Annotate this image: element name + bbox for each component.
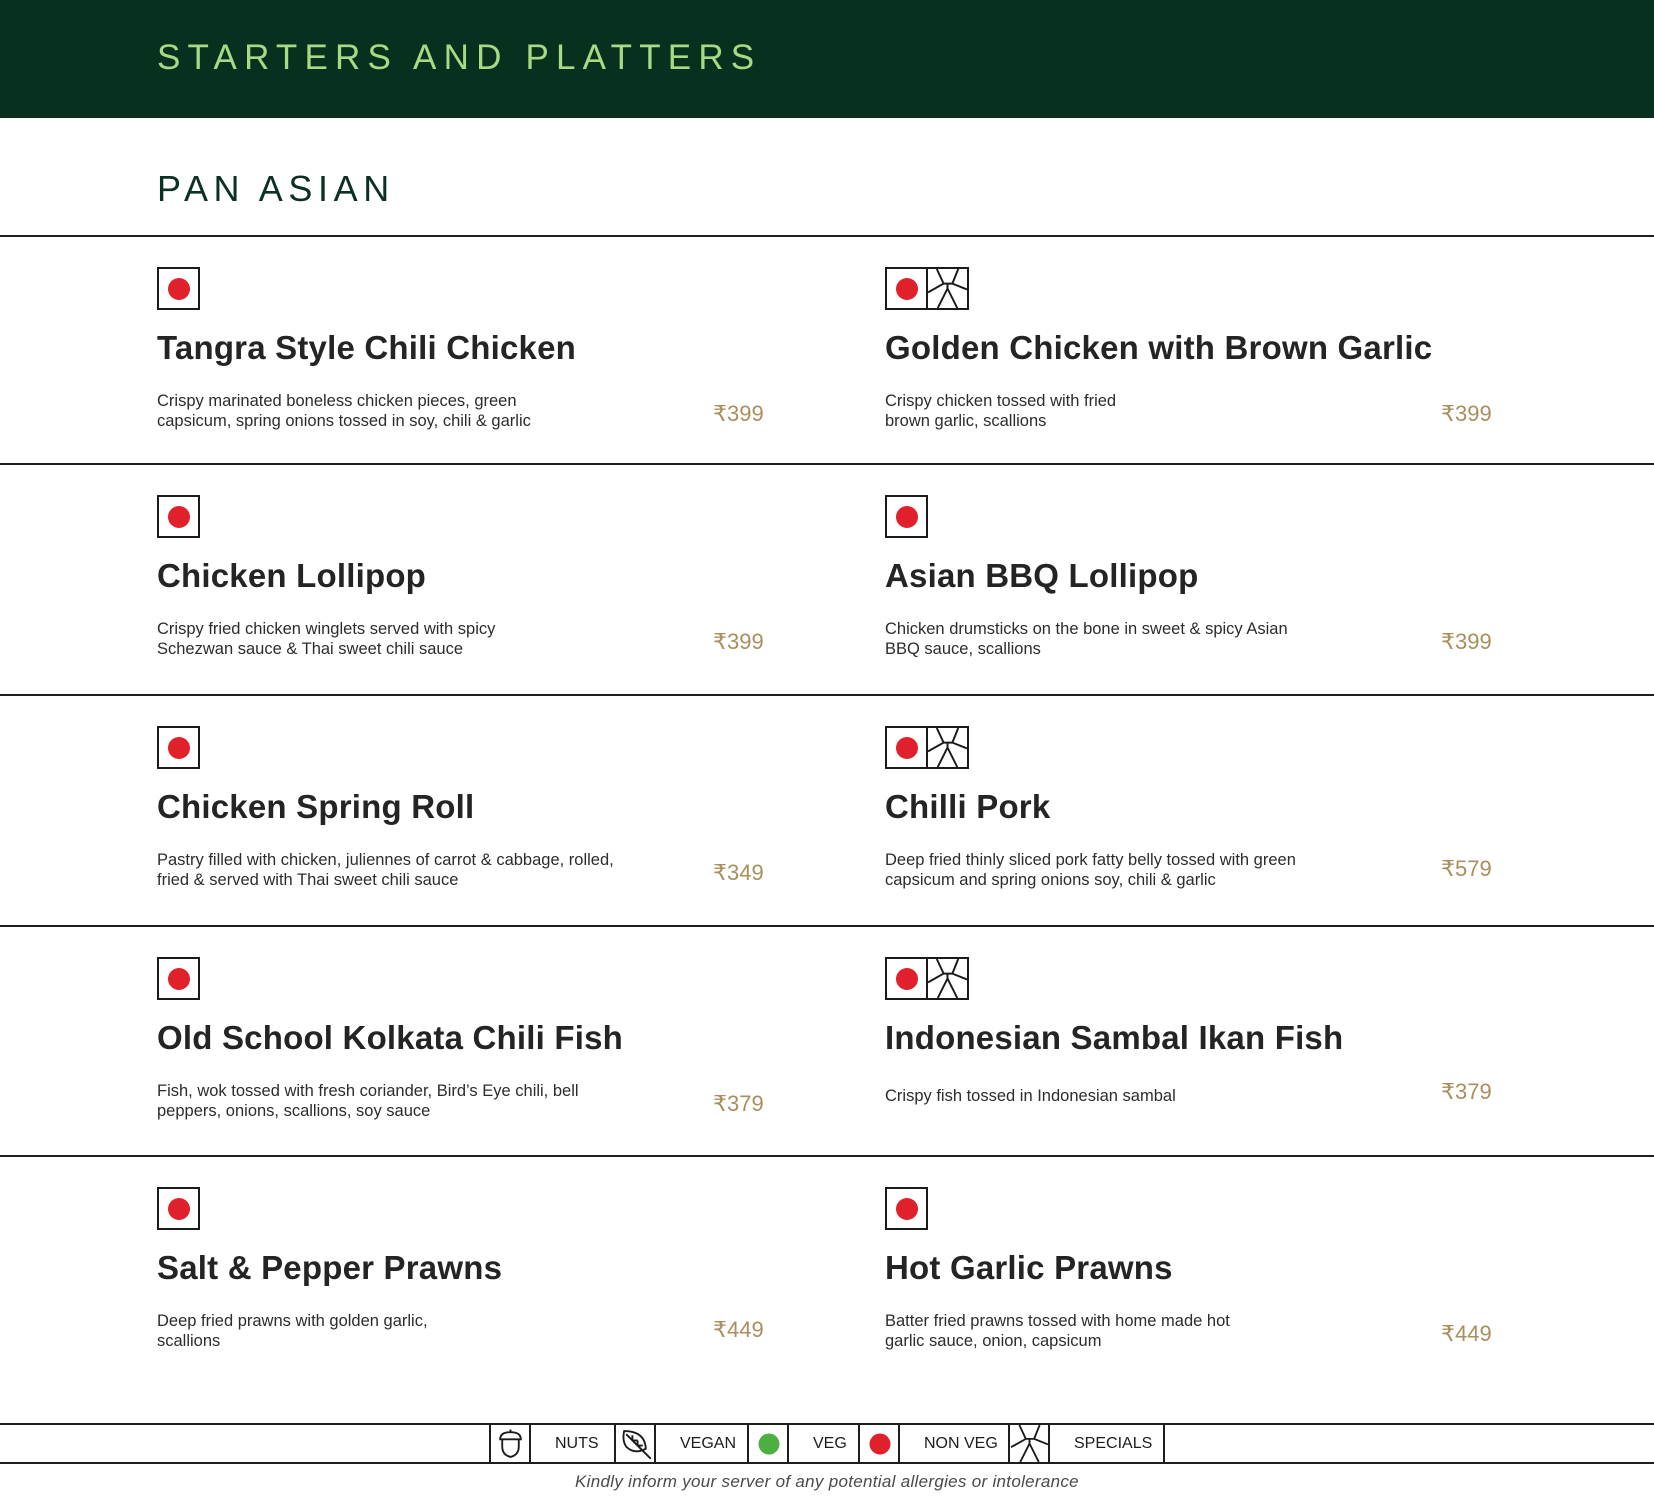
diet-badges [157,267,200,310]
menu-item [885,926,1565,1156]
item-price: ₹449 [713,1317,764,1342]
vegan-icon [614,1425,655,1462]
item-price: ₹399 [713,629,764,654]
item-description: Pastry filled with chicken, juliennes of carrot & cabbage, rolled, fried & served with Thai sweet chili sauce [157,851,614,889]
specials-icon [928,267,969,310]
item-name: Golden Chicken with Brown Garlic [885,329,1433,366]
diet-badges [157,1187,200,1230]
item-name: Asian BBQ Lollipop [885,557,1199,594]
menu-item [157,1156,837,1386]
menu-item [157,695,837,925]
item-description: Deep fried thinly sliced pork fatty belly tossed with green capsicum and spring onions soy, chili & garlic [885,851,1296,889]
diet-badges [885,957,969,1000]
non-veg-icon [157,267,200,310]
non-veg-icon [858,1425,899,1462]
non-veg-icon [885,726,928,769]
non-veg-icon [157,495,200,538]
item-description: Crispy fried chicken winglets served with spicy Schezwan sauce & Thai sweet chili sauce [157,620,496,658]
menu-item [885,464,1565,694]
item-description: Fish, wok tossed with fresh coriander, Bird’s Eye chili, bell peppers, onions, scallions, soy sauce [157,1082,579,1120]
item-description: Crispy chicken tossed with fried brown garlic, scallions [885,392,1117,430]
allergy-note: Kindly inform your server of any potential allergies or intolerance [575,1472,1079,1491]
legend-label: NUTS [529,1425,615,1462]
legend-label: VEGAN [654,1425,748,1462]
item-name: Chilli Pork [885,788,1051,825]
menu-row [0,236,1654,466]
non-veg-icon [885,495,928,538]
veg-icon [747,1425,788,1462]
menu-item [885,1156,1565,1386]
non-veg-icon [157,957,200,1000]
item-price: ₹399 [713,401,764,426]
non-veg-icon [157,726,200,769]
non-veg-icon [885,957,928,1000]
item-description: Chicken drumsticks on the bone in sweet & spicy Asian BBQ sauce, scallions [885,620,1288,658]
item-price: ₹579 [1441,856,1492,881]
legend-label: VEG [787,1425,859,1462]
item-price: ₹379 [1441,1079,1492,1104]
item-name: Salt & Pepper Prawns [157,1249,503,1286]
item-price: ₹449 [1441,1321,1492,1346]
menu-item [885,695,1565,925]
specials-icon [928,957,969,1000]
item-price: ₹399 [1441,629,1492,654]
item-price: ₹379 [713,1091,764,1116]
item-description: Crispy marinated boneless chicken pieces, green capsicum, spring onions tossed in soy, chili & garlic [157,392,531,430]
menu-item [157,926,837,1156]
diet-badges [885,267,969,310]
category-title: STARTERS AND PLATTERS [157,38,762,77]
dietary-legend [0,1423,1654,1464]
non-veg-icon [157,1187,200,1230]
item-price: ₹349 [713,860,764,885]
category-header [0,0,1654,118]
menu-row [0,464,1654,694]
item-name: Hot Garlic Prawns [885,1249,1173,1286]
item-name: Chicken Spring Roll [157,788,475,825]
item-name: Tangra Style Chili Chicken [157,329,577,366]
item-name: Old School Kolkata Chili Fish [157,1019,624,1056]
item-description: Deep fried prawns with golden garlic, scallions [157,1312,428,1350]
item-name: Chicken Lollipop [157,557,427,594]
specials-icon [928,726,969,769]
specials-icon [1008,1425,1049,1462]
diet-badges [157,495,200,538]
nuts-icon [489,1425,530,1462]
diet-badges [885,495,928,538]
menu-row [0,1156,1654,1386]
item-description: Batter fried prawns tossed with home made hot garlic sauce, onion, capsicum [885,1312,1230,1350]
menu-row [0,695,1654,925]
menu-item [157,464,837,694]
section-title: PAN ASIAN [157,168,395,209]
diet-badges [157,957,200,1000]
menu-item [157,236,837,466]
legend-label: SPECIALS [1048,1425,1165,1462]
item-description: Crispy fish tossed in Indonesian sambal [885,1087,1176,1105]
non-veg-icon [885,1187,928,1230]
diet-badges [885,726,969,769]
menu-row [0,926,1654,1156]
item-price: ₹399 [1441,401,1492,426]
diet-badges [157,726,200,769]
legend-label: NON VEG [898,1425,1009,1462]
diet-badges [885,1187,928,1230]
menu-item [885,236,1565,466]
non-veg-icon [885,267,928,310]
item-name: Indonesian Sambal Ikan Fish [885,1019,1344,1056]
